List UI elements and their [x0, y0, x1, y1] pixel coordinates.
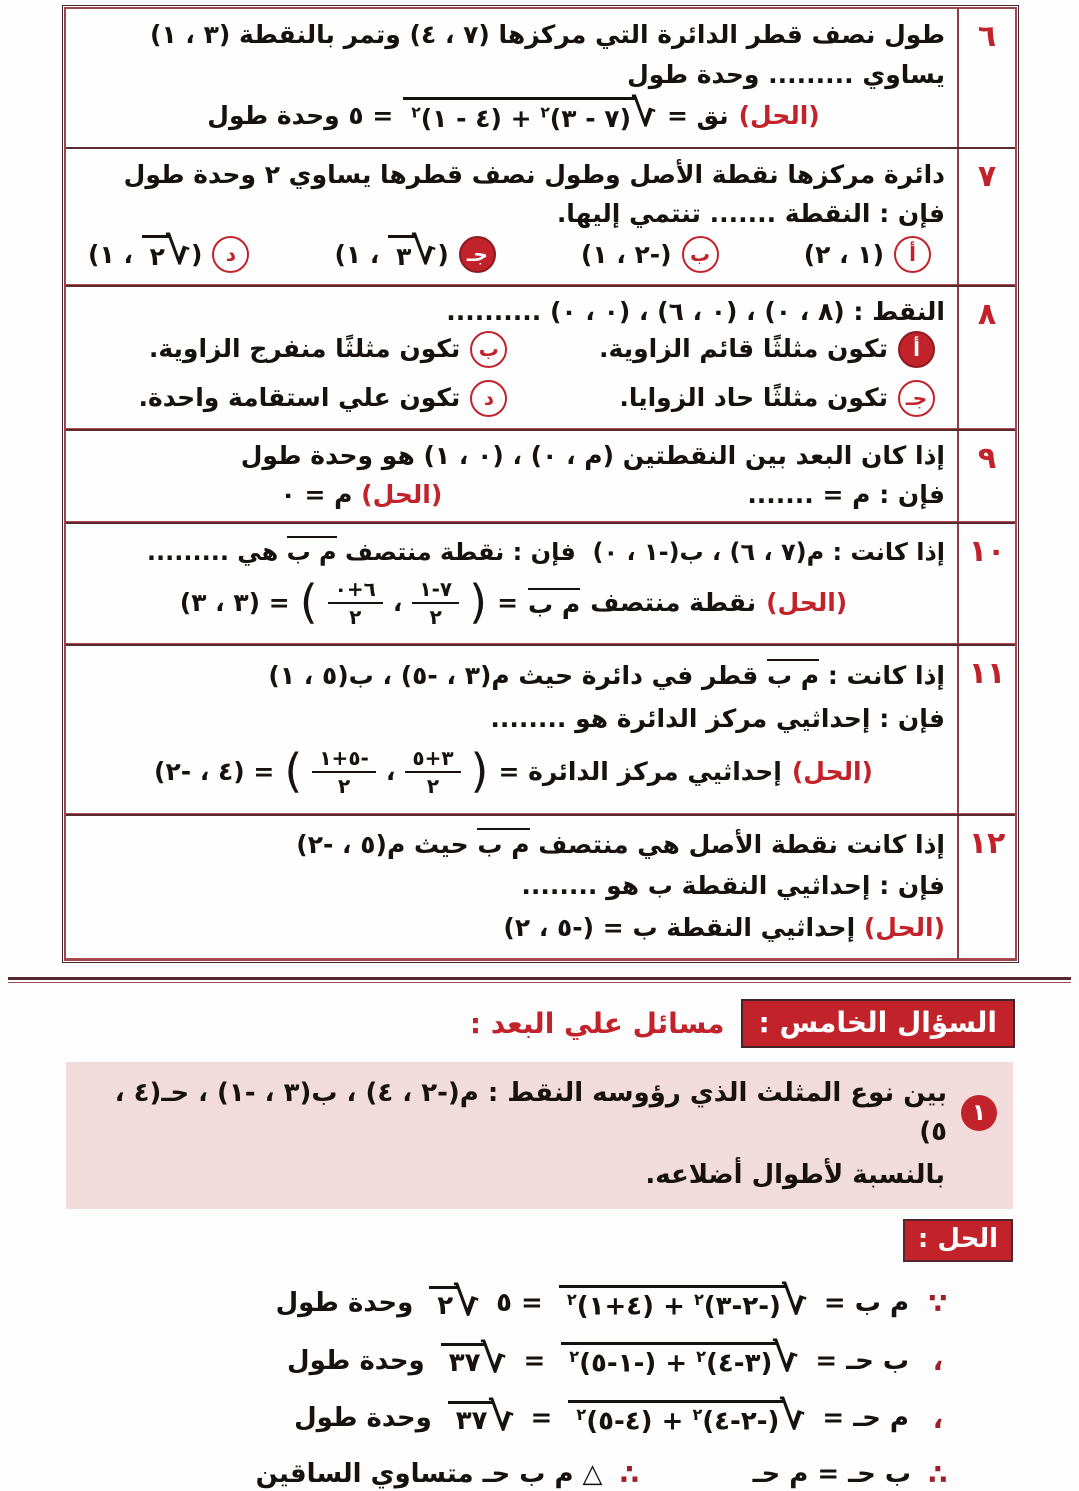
radical-expression: √ ٣٧	[448, 1401, 515, 1436]
fraction: $\frac{٧-١}{٢}$	[412, 576, 459, 630]
solution-line: (الحل) نقطة منتصف م ب = ( $\frac{٧-١}{٢}$ ، $\frac{٦+٠}{٢}$ ) = (٣ ، ٣)	[179, 575, 848, 630]
option-letter-c[interactable]: جـ	[898, 380, 935, 417]
option-letter-a[interactable]: أ	[898, 331, 935, 368]
option-letter-b[interactable]: ب	[682, 236, 719, 273]
option-text: ( √ ٢ ، ١)	[88, 229, 203, 274]
solution-label: (الحل)	[738, 101, 820, 131]
problem-panel	[66, 1062, 1013, 1209]
mcq-option-selected[interactable]	[334, 229, 495, 274]
conclusion-equality: ب حـ = م حـ	[752, 1459, 911, 1490]
question-number: ١١	[957, 646, 1015, 814]
radical-sign: √	[632, 90, 658, 135]
equation-lhs: م حـ =	[822, 1403, 909, 1434]
fraction: $\frac{-٥+١}{٢}$	[312, 745, 376, 799]
option-letter-d[interactable]: د	[470, 380, 507, 417]
radical-expression: √ (٧ - ٣)$^٢$ + (٤ - ١)$^٢$	[403, 97, 657, 136]
solution-label: (الحل)	[791, 756, 873, 786]
comma-symbol: ،	[932, 1344, 944, 1378]
question-row-8	[66, 285, 1015, 429]
question-body	[66, 524, 957, 644]
solution-step: ∵ م ب = √ (-٢-٣)$^٢$ + (٤+١)$^٢$ = ٥ √ ٢ وحدة طول	[0, 1285, 951, 1322]
comma-symbol: ،	[932, 1401, 944, 1435]
question-row-9	[66, 429, 1015, 522]
segment-mb: م ب	[528, 589, 581, 619]
radical-sign: √	[412, 229, 438, 274]
question-text-line: طول نصف قطر الدائرة التي مركزها (٧ ، ٤) وتمر بالنقطة (٣ ، ١)	[150, 20, 945, 50]
question-body	[66, 287, 957, 429]
question-text-line	[82, 478, 945, 512]
equation-result: = (٤ ، -٢)	[154, 756, 275, 786]
mcq-option[interactable]	[507, 380, 935, 417]
mcq-option[interactable]	[88, 229, 249, 274]
section-divider	[8, 977, 1071, 983]
equation-lhs: نق =	[667, 101, 729, 131]
radical-expression: √ ٢	[429, 1286, 480, 1321]
problem-text: بين نوع المثلث الذي رؤوسه النقط : م(-٢ ، ٤) ، ب(٣ ، -١) ، حـ(٤ ، ٥)	[114, 1077, 947, 1147]
units-text: وحدة طول	[275, 1288, 414, 1319]
segment-mb: م ب	[286, 537, 337, 566]
equation-lhs: م ب =	[823, 1288, 909, 1319]
question-number: ٩	[957, 431, 1015, 522]
radical-sign: √	[454, 1279, 481, 1325]
mcq-option-selected[interactable]	[507, 331, 935, 368]
option-letter-d[interactable]: د	[212, 236, 249, 273]
option-text: تكون مثلثًا منفرج الزاوية.	[148, 334, 461, 364]
question-body	[66, 9, 957, 147]
question-number: ١٠	[957, 524, 1015, 644]
question-text-line: فإن : النقطة ....... تنتمي إليها.	[556, 198, 945, 228]
paren: (	[469, 575, 488, 630]
question-text-line: النقط : (٨ ، ٠) ، (٠ ، ٦) ، (٠ ، ٠) ..........	[446, 297, 945, 326]
question-row-10	[66, 522, 1015, 644]
radical-expression: √ (-٢-٤)$^٢$ + (٤-٥)$^٢$	[568, 1400, 806, 1437]
units-text: وحدة طول	[294, 1403, 432, 1434]
equation-lhs: ب حـ =	[815, 1345, 909, 1376]
option-text: ( √ ٣ ، ١)	[334, 229, 449, 274]
question-row-6	[66, 9, 1015, 147]
radical-sign: √	[488, 1394, 515, 1440]
solution-label: (الحل)	[863, 913, 945, 943]
question-row-7	[66, 147, 1015, 285]
solution-step: ، ب حـ = √ (٣-٤)$^٢$ + (-١-٥)$^٢$ = √ ٣٧ وحدة طول	[0, 1342, 951, 1379]
paren: )	[299, 575, 318, 630]
equation-result: = (٣ ، ٣)	[179, 587, 290, 617]
radical-expression: √ ٣٧	[441, 1343, 508, 1378]
question-text-line: إذا كانت نقطة الأصل هي منتصف م ب حيث م(٥ ، -٢)	[296, 829, 945, 859]
questions-table	[64, 7, 1017, 961]
radical-sign: √	[780, 1394, 807, 1440]
question-text-line: فإن : إحداثيي النقطة ب هو ........	[521, 871, 945, 901]
option-letter-c[interactable]: جـ	[459, 236, 496, 273]
solution-conclusion	[0, 1458, 951, 1491]
radical-expression: √ ٣	[388, 235, 437, 274]
question-body	[66, 646, 957, 814]
solution-step: ، م حـ = √ (-٢-٤)$^٢$ + (٤-٥)$^٢$ = √ ٣٧ وحدة طول	[0, 1400, 951, 1437]
mcq-option[interactable]	[581, 236, 719, 273]
solution-work	[0, 1262, 1079, 1491]
radical-expression: √ (٣-٤)$^٢$ + (-١-٥)$^٢$	[561, 1342, 799, 1379]
equation-result: = ٥ وحدة طول	[207, 101, 394, 131]
solution-label-row	[0, 1219, 1013, 1262]
question-number: ٦	[957, 9, 1015, 147]
radical-sign: √	[773, 1336, 800, 1382]
question-blank: فإن : م = .......	[747, 479, 945, 509]
problem-line	[82, 1074, 997, 1152]
option-letter-a[interactable]: أ	[894, 236, 931, 273]
question-body	[66, 816, 957, 959]
section-title-box: السؤال الخامس :	[741, 999, 1015, 1048]
question-text-line: فإن : إحداثيي مركز الدائرة هو ........	[490, 703, 945, 733]
mcq-options-row	[82, 229, 945, 276]
conclusion-text: △ م ب حـ متساوي الساقين	[255, 1459, 603, 1490]
radical-expression: √ ٢	[142, 235, 191, 274]
question-body	[66, 431, 957, 522]
solution-line: (الحل) م = ٠	[280, 479, 443, 509]
fraction: $\frac{٦+٠}{٢}$	[328, 576, 383, 630]
radical-expression: √ (-٢-٣)$^٢$ + (٤+١)$^٢$	[559, 1285, 808, 1322]
question-number: ٨	[957, 287, 1015, 429]
therefore-symbol: ∴	[619, 1457, 640, 1491]
option-text: (١ ، ٢)	[803, 239, 884, 269]
segment-mb: م ب	[477, 829, 530, 859]
solution-label-box: الحل :	[903, 1219, 1013, 1262]
problem-line: بالنسبة لأطوال أضلاعه.	[645, 1159, 945, 1190]
mcq-option[interactable]	[88, 380, 507, 417]
therefore-symbol: ∴	[928, 1457, 948, 1491]
question-row-12	[66, 814, 1015, 959]
solution-line	[82, 90, 945, 136]
segment-mb: م ب	[766, 660, 820, 690]
mcq-option[interactable]	[804, 236, 931, 273]
question-text-line: يساوي ......... وحدة طول	[627, 59, 945, 89]
radical-sign: √	[781, 1278, 808, 1324]
solution-label: (الحل)	[766, 587, 848, 617]
mcq-option[interactable]	[88, 331, 507, 368]
question-text-line: إذا كانت : م ب قطر في دائرة حيث م(٣ ، -٥) ، ب(٥ ، ١)	[268, 660, 945, 690]
solution-line: (الحل) إحداثيي مركز الدائرة = ( $\frac{٣+٥}{٢}$ ، $\frac{-٥+١}{٢}$ ) = (٤ ، -٢)	[154, 743, 873, 798]
problem-number-badge: ١	[961, 1095, 997, 1131]
section-header	[0, 999, 1015, 1048]
mcq-options-grid	[82, 331, 945, 421]
question-number: ٧	[957, 149, 1015, 285]
option-letter-b[interactable]: ب	[470, 331, 507, 368]
question-row-11	[66, 644, 1015, 814]
solution-line: (الحل) إحداثيي النقطة ب = (-٥ ، ٢)	[503, 913, 945, 943]
paren: (	[470, 743, 489, 798]
fraction: $\frac{٣+٥}{٢}$	[405, 745, 460, 799]
radical-sign: √	[481, 1337, 508, 1383]
question-text-line: إذا كان البعد بين النقطتين (م ، ٠) ، (٠ ، ١) هو وحدة طول	[240, 441, 945, 471]
units-text: وحدة طول	[287, 1345, 425, 1376]
option-text: تكون مثلثًا قائم الزاوية.	[599, 334, 888, 364]
radical-sign: √	[165, 229, 191, 274]
option-text: تكون مثلثًا حاد الزوايا.	[619, 383, 888, 413]
question-text-line: دائرة مركزها نقطة الأصل وطول نصف قطرها يساوي ٢ وحدة طول	[123, 159, 945, 189]
option-text: تكون علي استقامة واحدة.	[138, 383, 461, 413]
section-subtitle: مسائل علي البعد :	[469, 1006, 725, 1040]
solution-label: (الحل)	[361, 479, 443, 509]
question-number: ١٢	[957, 816, 1015, 959]
option-text: (-٢ ، ١)	[580, 239, 672, 269]
question-body	[66, 149, 957, 285]
paren: )	[284, 743, 303, 798]
worksheet-page	[0, 7, 1079, 1491]
because-symbol: ∵	[928, 1286, 948, 1320]
question-text-line: إذا كانت : م(٧ ، ٦) ، ب(-١ ، ٠) فإن : نقطة منتصف م ب هي .........	[146, 537, 945, 566]
